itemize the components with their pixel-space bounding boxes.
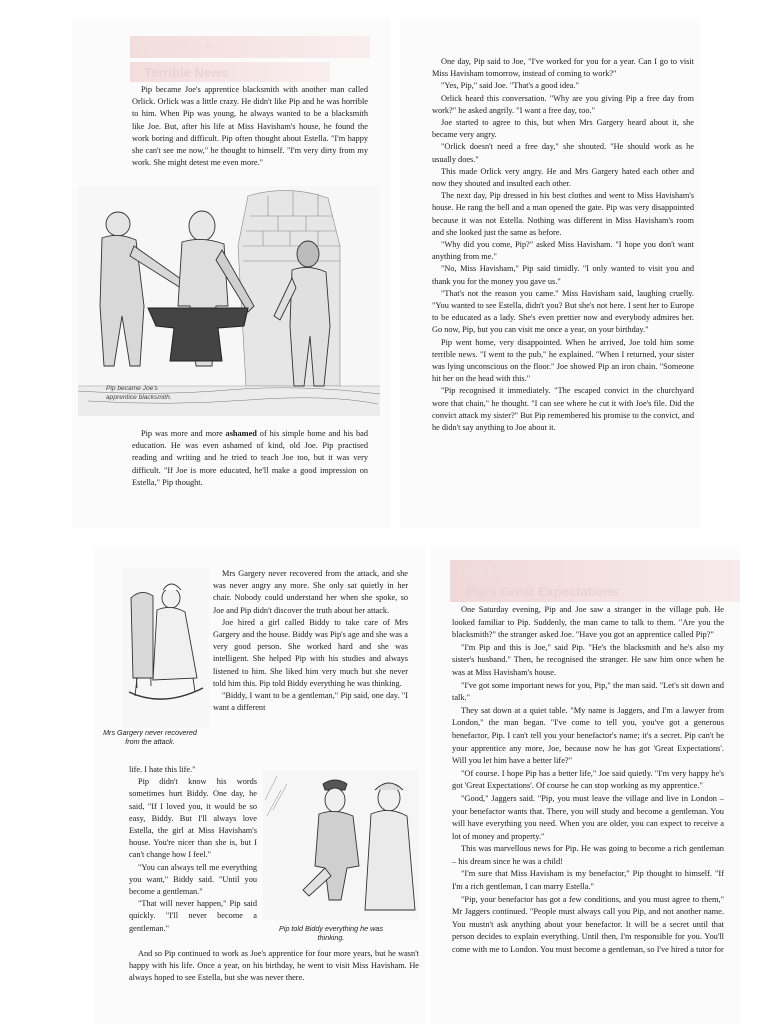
after-illustration-text	[132, 428, 368, 489]
paragraph: Mrs Gargery never recovered from the attack, and she was never angry any more. She only sat quietly in her chair. Nobody could understand her when she spoke, so Joe and Pip didn't discover the truth about her attack.	[213, 569, 408, 615]
book-page-3	[95, 546, 425, 1024]
paragraph: life. I hate this life."	[129, 765, 196, 774]
chapter-title: Pip's Great Expectations	[466, 584, 619, 599]
paragraph: Pip didn't know his words sometimes hurt Biddy. One day, he said, "If I loved you, it would be so easy, Biddy. But I'll always love Estella, the girl at Miss Havisham's house. You're nicer than she is, but I can't change how I feel."	[129, 777, 257, 860]
paragraph: This was marvellous news for Pip. He was going to become a rich gentleman – his dream since he was a child!	[452, 844, 724, 866]
page3-left-text	[129, 764, 257, 935]
paragraph: "I've got some important news for you, Pip," the man said. "Let's sit down and talk."	[452, 680, 724, 703]
pip-biddy-illustration	[263, 770, 419, 920]
paragraph: "Orlick doesn't need a free day," she shouted. "He should work as he usually does."	[432, 142, 694, 164]
chapter-title: Terrible News	[144, 65, 229, 80]
intro-text	[132, 84, 368, 169]
page3-top-text	[213, 568, 408, 714]
book-page-1	[72, 18, 390, 528]
paragraph: Joe hired a girl called Biddy to take care of Mrs Gargery and the house. Biddy was Pip's age and she was a very good person. She worked hard and she was intelligent. She helped Pip with his studies and always listened to him. She liked him very much but she never told him this. Pip told Biddy everything he was thinking.	[213, 617, 408, 688]
paragraph: One Saturday evening, Pip and Joe saw a stranger in the village pub. He looked familiar to Pip. Suddenly, the man came to talk to them. "Are you the blacksmith?" the stranger asked Joe. "Have you got an apprentice called Pip?"	[452, 605, 724, 640]
paragraph: One day, Pip said to Joe, "I've worked for you for a year. Can I go to visit Miss Havisham tomorrow, instead of coming to work?"	[432, 57, 694, 79]
paragraph: "That will never happen," Pip said quickly. "I'll never become a gentleman."	[129, 899, 257, 933]
paragraph: Pip was more and more ashamed of his simple home and his bad education. He was even ashamed of kind, old Joe. Pip practised reading and writing and he tried to teach Joe too, but it was very difficult. "If Joe is more educated, he'll make a good impression on Estella," Pip thought.	[132, 429, 368, 487]
paragraph: "You can always tell me everything you want," Biddy said. "Until you become a gentleman."	[129, 862, 257, 897]
paragraph: "Yes, Pip," said Joe. "That's a good idea."	[441, 81, 579, 91]
paragraph: Pip became Joe's apprentice blacksmith with another man called Orlick. Orlick was a little crazy. He didn't like Pip and he was horrible to him. When Pip was young, he always wanted to be a blacksmith like Joe. But, after his life at Miss Havisham's house, he found the work boring and difficult. Pip often thought about Estella. "I'm happy she can't see me now," he thought to himself. "I'm very dirty from my work. She might detest me even more."	[132, 85, 368, 168]
paragraph: "Pip, your benefactor has got a few conditions, and you must agree to them," Mr Jaggers continued. "People must always call you Pip, and not another name. You mustn't ask anything about your benefactor. It will be a secret until that person decides to explain everything. Until then, I'm responsible for you. You'll come with me to London. You must become a gentleman, so I've hired a tutor for	[452, 894, 724, 955]
paragraph: And so Pip continued to work as Joe's apprentice for four more years, but he wasn't happy with his life. Once a year, on his birthday, he went to visit Miss Havisham. He always hoped to see Estella, but she was never there.	[129, 949, 419, 983]
book-page-2	[400, 18, 700, 528]
paragraph: The next day, Pip dressed in his best clothes and went to Miss Havisham's house. He rang the bell and a man opened the gate. Pip was very disappointed because it was not Estella. Nothing was different in Miss Havisham's room and she looked just the same as before.	[432, 191, 694, 237]
blacksmith-illustration	[78, 186, 380, 416]
paragraph: Pip went home, very disappointed. When he arrived, Joe told him some terrible news. "I went to the pub," he explained. "When I returned, your sister was lying unconscious on the floor." Joe showed Pip an iron chain. "Someone hit her on the head with this."	[432, 337, 694, 384]
biddy-caption: Pip told Biddy everything he was thinking.	[279, 924, 383, 942]
paragraph: Joe started to agree to this, but when Mrs Gargery heard about it, she became very angry.	[432, 118, 694, 140]
paragraph: "That's not the reason you came." Miss Havisham said, laughing cruelly. "You wanted to see Estella, didn't you? But she's not here. I sent her to Europe to be educated as a lady. She's even prettier now and everybody admires her. Go now, Pip, but you can visit me once a year, on your birthday."	[432, 288, 694, 335]
book-page-4	[430, 546, 740, 1024]
paragraph: "I'm sure that Miss Havisham is my benefactor," Pip thought to himself. "If I'm a rich gentleman, I can marry Estella."	[452, 869, 724, 892]
page3-bottom-text	[129, 948, 419, 985]
paragraph: "No, Miss Havisham," Pip said timidly. "I only wanted to visit you and thank you for the money you gave us."	[432, 264, 694, 286]
page4-text	[452, 604, 724, 957]
page2-text	[432, 56, 694, 434]
paragraph: This made Orlick very angry. He and Mrs Gargery hated each other and now they shouted and insulted each other.	[432, 166, 694, 189]
chapter-label: CHAPTER 6	[458, 564, 536, 578]
paragraph: "Biddy, I want to be a gentleman," Pip said, one day. "I want a different	[213, 691, 408, 713]
illustration-caption: Pip became Joe's apprentice blacksmith.	[106, 385, 172, 401]
rocking-chair-illustration	[123, 568, 209, 728]
paragraph: "Of course. I hope Pip has a better life," Joe said quietly. "I'm very happy he's got 'Great Expectations'. Of course he can stop working as my apprentice."	[452, 768, 724, 791]
chair-caption: Mrs Gargery never recovered from the attack.	[103, 728, 197, 746]
paragraph: "I'm Pip and this is Joe," said Pip. "He's the blacksmith and he's also my sister's husband." Then, he recognised the stranger. He saw him once when he was at Miss Havisham's house.	[452, 642, 724, 677]
paragraph: "Good," Jaggers said. "Pip, you must leave the village and live in London – your benefactor wants that. There, you will study and become a gentleman. You will have everything you need. When you are older, you can expect to receive a lot of money and property."	[452, 793, 724, 841]
glossary-word: ashamed	[225, 429, 257, 438]
paragraph: Orlick heard this conversation. "Why are you giving Pip a free day from work?" he asked angrily. "I want a free day, too."	[432, 93, 694, 115]
paragraph: "Pip recognised it immediately. "The escaped convict in the churchyard wore that chain," he thought. "I can see where he cut it with Joe's file. Did the convict attack my sister?" But Pip remembered his promise to the convict, and he didn't say anything to Joe about it.	[432, 386, 694, 433]
chapter-label: CHAPTER 5	[136, 40, 214, 54]
paragraph: They sat down at a quiet table. "My name is Jaggers, and I'm a lawyer from London," the man began. "I've come to tell you, you've got a generous benefactor, Pip. I can't tell you your benefactor's name; it's a secret. Pip can't be your apprentice any more, Joe, because now he has got 'Great Expectations'. Will you let him have a better life?"	[452, 705, 724, 766]
paragraph: "Why did you come, Pip?" asked Miss Havisham. "I hope you don't want anything from me."	[432, 240, 694, 262]
